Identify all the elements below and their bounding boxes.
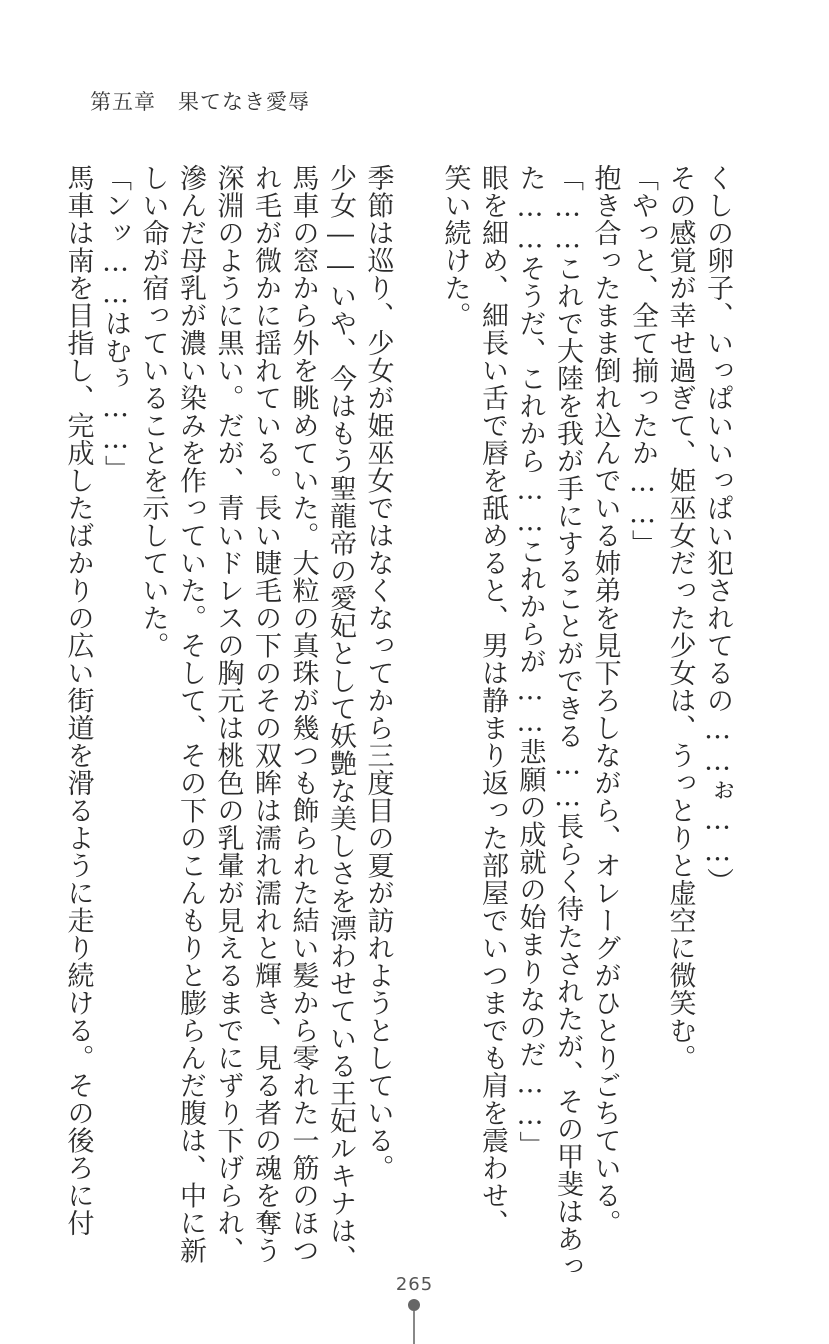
page-marker-dot — [408, 1299, 420, 1311]
text-line: 「……これで大陸を我が手にすることができる……長らく待たされたが、その甲斐はあっ — [552, 164, 583, 1280]
page-marker-line — [413, 1311, 415, 1344]
text-line: 「ンッ……はむぅ……」 — [100, 164, 131, 483]
text-line: 笑い続けた。 — [439, 164, 471, 329]
text-line: 眼を細め、細長い舌で唇を舐めると、男は静まり返った部屋でいつまでも肩を震わせ、 — [477, 164, 508, 1237]
text-line: 季節は巡り、少女が姫巫女ではなくなってから三度目の夏が訪れようとしている。 — [362, 164, 394, 1182]
page-number: 265 — [395, 1274, 434, 1295]
text-line: 深淵のように黒い。だが、青いドレスの胸元は桃色の乳暈が見えるまでにずり下げられ、 — [212, 164, 244, 1264]
text-line: れ毛が微かに揺れている。長い睫毛の下のその双眸は濡れ濡れと輝き、見る者の魂を奪う — [250, 164, 281, 1264]
text-line: た……そうだ、これから……これからが……悲願の成就の始まりなのだ……」 — [514, 164, 546, 1159]
text-line: くしの卵子、いっぱいいっぱい犯されてるの……ぉ……） — [702, 164, 733, 895]
text-line: 「やっと、全て揃ったか……」 — [627, 164, 658, 557]
text-line: 馬車は南を目指し、完成したばかりの広い街道を滑るように走り続ける。その後ろに付 — [62, 164, 94, 1237]
text-line: 滲んだ母乳が濃い染みを作っていた。そして、その下のこんもりと膨らんだ腹は、中に新 — [175, 164, 206, 1264]
text-line: その感覚が幸せ過ぎて、姫巫女だった少女は、うっとりと虚空に微笑む。 — [664, 164, 696, 1072]
text-line: 抱き合ったまま倒れ込んでいる姉弟を見下ろしながら、オレーグがひとりごちている。 — [589, 164, 621, 1237]
text-line: 馬車の窓から外を眺めていた。大粒の真珠が幾つも飾られた結い髪から零れた一筋のほつ — [287, 164, 319, 1264]
running-head: 第五章 果てなき愛辱 — [90, 90, 310, 114]
body-text — [54, 164, 733, 1280]
text-line: 少女――いや、今はもう聖龍帝の愛妃として妖艶な美しさを漂わせている王妃ルキナは、 — [325, 164, 356, 1272]
text-line: しい命が宿っていることを示していた。 — [137, 164, 169, 659]
